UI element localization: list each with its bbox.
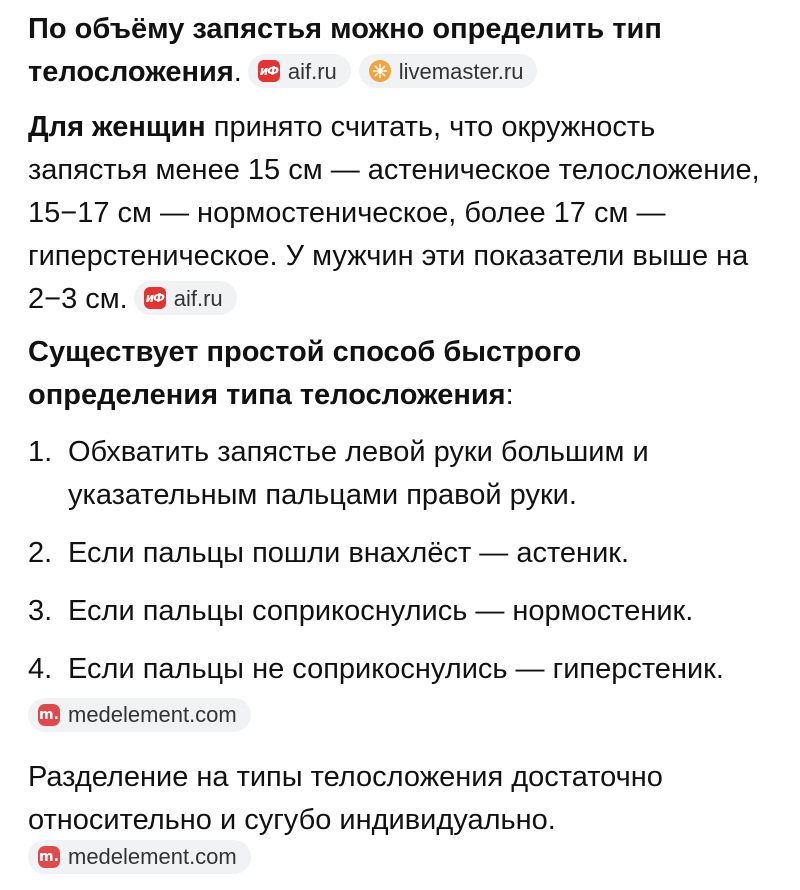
source-chip-aif[interactable] bbox=[134, 281, 237, 315]
medelement-logo-icon: m. bbox=[38, 704, 60, 726]
list-item-number: 4. bbox=[28, 653, 53, 685]
source-chip-livemaster[interactable] bbox=[359, 54, 538, 88]
source-chip-medelement[interactable] bbox=[28, 698, 251, 732]
list-item bbox=[28, 431, 772, 517]
para1-bold: По объёму запястья можно определить тип телосложения bbox=[28, 13, 662, 88]
steps-list bbox=[28, 431, 772, 691]
source-label: aif.ru bbox=[173, 285, 223, 311]
conclusion-source-row bbox=[22, 842, 772, 876]
source-label: medelement.com bbox=[68, 844, 237, 869]
paragraph-method-heading bbox=[28, 331, 772, 417]
source-chip-medelement[interactable] bbox=[28, 840, 251, 874]
livemaster-logo-icon bbox=[369, 60, 391, 82]
list-item-text: Если пальцы не соприкоснулись — гиперстеник. bbox=[68, 653, 724, 685]
para1-tail: . bbox=[233, 56, 242, 88]
steps-source-row bbox=[22, 700, 772, 734]
para5-text: Разделение на типы телосложения достаточно относительно и сугубо индивидуально. bbox=[28, 761, 663, 836]
aif-logo-icon: иФ bbox=[144, 287, 166, 309]
list-item-number: 3. bbox=[28, 595, 53, 627]
para3-bold: Существует простой способ быстрого определения типа телосложения bbox=[28, 336, 582, 411]
source-chip-aif[interactable] bbox=[248, 54, 351, 88]
source-label: livemaster.ru bbox=[398, 58, 524, 84]
paragraph-women-norms bbox=[28, 106, 772, 321]
list-item-text: Обхватить запястье левой руки большим и указательным пальцами правой руки. bbox=[68, 436, 649, 511]
medelement-logo-icon: m. bbox=[38, 846, 60, 868]
paragraph-conclusion bbox=[28, 756, 772, 842]
list-item bbox=[28, 532, 772, 575]
source-label: medelement.com bbox=[68, 702, 237, 727]
list-item bbox=[28, 648, 772, 691]
aif-logo-icon: иФ bbox=[258, 60, 280, 82]
list-item-text: Если пальцы пошли внахлёст — астеник. bbox=[68, 537, 630, 569]
list-item-number: 2. bbox=[28, 537, 53, 569]
list-item-text: Если пальцы соприкоснулись — нормостеник. bbox=[68, 595, 694, 627]
list-item bbox=[28, 590, 772, 633]
list-item-number: 1. bbox=[28, 436, 53, 468]
para3-tail: : bbox=[505, 379, 514, 411]
para2-text: принято считать, что окружность запястья менее 15 см — астеническое телосложение, 15−17 см — нормостеническое, более 17 см — гиперстеническое. У мужчин эти показатели выше на 2−3 см. bbox=[28, 111, 760, 315]
paragraph-body-type bbox=[28, 8, 772, 94]
para2-bold: Для женщин bbox=[28, 111, 206, 143]
source-label: aif.ru bbox=[287, 58, 337, 84]
